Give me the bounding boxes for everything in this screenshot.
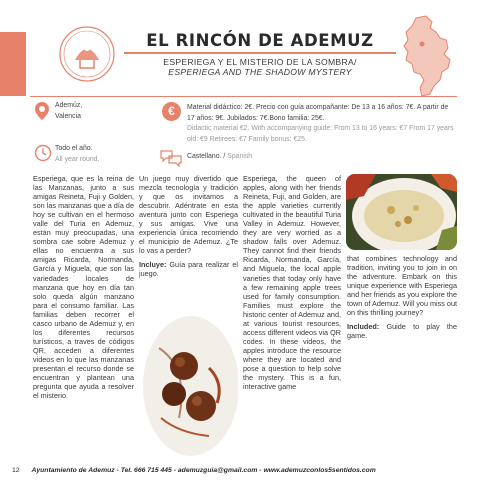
footer (12, 467, 376, 474)
page-number: 12 (12, 467, 20, 474)
location-region: Valencia (55, 112, 81, 120)
price-text (187, 103, 455, 145)
food-photo-rice (346, 174, 457, 250)
included-text: Guide to play the game. (347, 322, 457, 341)
side-color-tab (0, 32, 26, 96)
includes-label: Incluye: (139, 260, 167, 270)
spanish-description-column-2 (139, 174, 238, 279)
language-spanish: Castellano. (187, 153, 222, 160)
location-text (55, 101, 82, 122)
english-description-cont: that combines technology and tradition, inviting you to join in on the adventure. Embark on this unique experience with Esperiega and her friends as you explore the town of Ademuz. Will you miss out on this thrilling journey? (347, 254, 457, 318)
spanish-description-column (33, 174, 134, 400)
euro-icon: € (162, 102, 181, 121)
season-text (55, 144, 99, 165)
speech-bubbles-icon (160, 149, 182, 167)
price-spanish: Material didáctico: 2€. Precio con guía acompañante: De 13 a 16 años: 7€. A partir de 17 años: 9€. Jubilados: 7€.Bono familia: 25€. (187, 104, 449, 122)
clock-icon (34, 144, 52, 162)
includes-text: Guía para realizar el juego. (139, 260, 239, 279)
spanish-description-cont: Un juego muy divertido que mezcla tecnología y tradición y que os invitamos a descubrir. Adéntrate en esta aventura junto con Esperiega y sus amigas. Vive una experiencia única recorriendo el municipio de Ademuz. ¿Te lo vas a perder? (139, 174, 238, 256)
price-english: Didactic material €2. With accompanying guide: From 13 to 16 years: €7 From 17 years old: €9 Retirees: €7 Family bonus: €25. (187, 125, 454, 143)
season-spanish: Todo el año. (55, 145, 93, 152)
spanish-description: Esperiega, que es la reina de las Manzanas, junto a sus amigas Reineta, Fuji y Golden, son las manzanas que a día de hoy se cultivan en el hermoso valle del Turia en Ademuz, están muy preocupadas, una sombra cae sobre Ademuz y ellas no encuentra a sus amigas Ricarda, Normanda, García y Miguela, que son las variedades locales de manzana que hoy en día tan solo queda algún manzano para el consumo familiar. Las familias deben recorrer el casco urbano de Ademuz y, en los diferentes recursos turísticos, a traves de códigos QR, acceden a diferentes videos en lo que las manzanas presentan el recurso donde se encuentran y plantean una pregunta que ayuda a resolver el misterio. (33, 174, 134, 401)
subtitle-english: ESPERIEGA AND THE SHADOW MYSTERY (168, 67, 352, 77)
food-photo-meatballs (139, 308, 238, 462)
spanish-includes (139, 260, 238, 278)
page-title: EL RINCÓN DE ADEMUZ (146, 31, 374, 50)
food-photo-meatballs-image (139, 308, 238, 462)
english-included (347, 322, 457, 340)
english-description: Esperiega, the queen of apples, along with her friends Reineta, Fuji, and Golden, are the apple varieties currently cultivated in the beautiful Turia Valley in Ademuz. However, they are very worried as a shadow falls over Ademuz. They cannot find their friends Ricarda, Normanda, García, and Miguela, the local apple varieties that today only have a few remaining apple trees used for family consumption. Families must explore the historic center of Ademuz and, at various tourist resources, access different videos via QR codes. In these videos, the apples introduce the resource where they are located and pose a question to help solve the mystery. This is a fun, interactive game (243, 174, 341, 392)
language-english: Spanish (227, 153, 253, 160)
english-description-column (243, 174, 341, 391)
included-label: Included: (347, 322, 380, 332)
subtitle-spanish: ESPERIEGA Y EL MISTERIO DE LA SOMBRA/ (163, 57, 357, 67)
footer-contact: Ayuntamiento de Ademuz - Tel. 666 715 445 - ademuzguia@gmail.com - www.ademuzconlos5sentidos.com (31, 467, 376, 474)
title-block (124, 31, 396, 78)
season-english: All year round. (55, 155, 100, 163)
logo-icon (56, 24, 118, 84)
location-pin-icon (34, 101, 50, 121)
header-divider (30, 96, 457, 97)
title-underline (124, 52, 396, 54)
food-photo-rice-image (346, 174, 457, 250)
english-description-column-2 (347, 254, 457, 340)
language-text: Castellano. / Spanish (187, 153, 253, 160)
region-map-icon (396, 14, 456, 98)
location-town: Ademúz, (55, 102, 83, 109)
